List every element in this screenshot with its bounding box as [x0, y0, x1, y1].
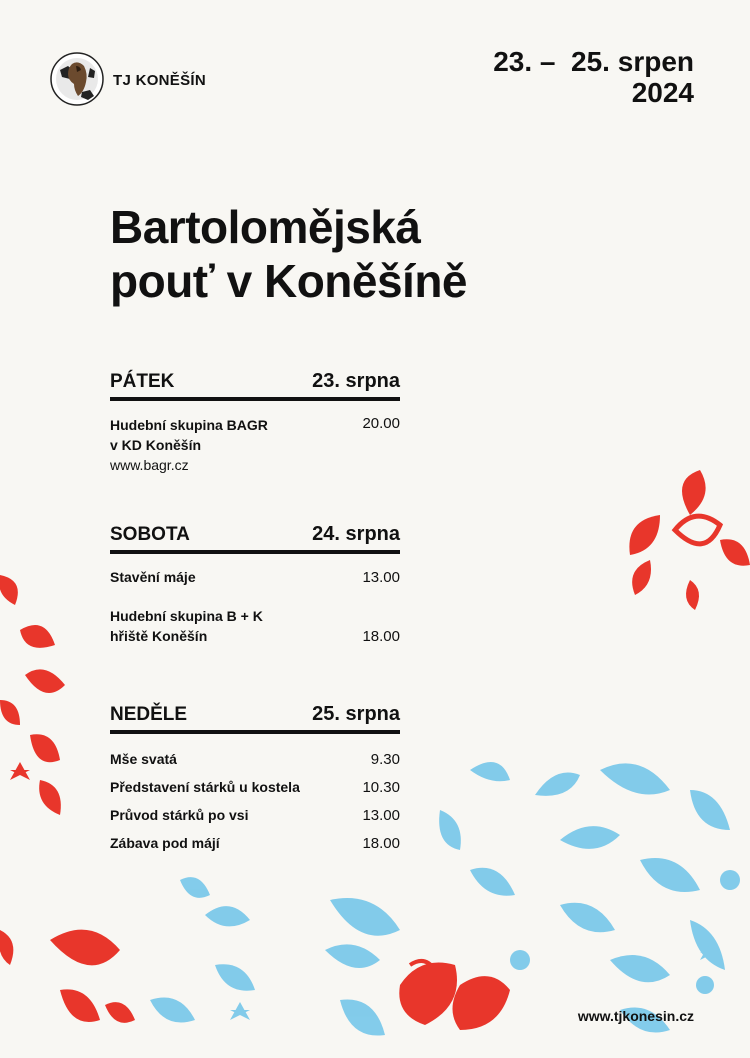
title-line: Bartolomějská: [110, 201, 421, 253]
day-section-saturday: [110, 523, 400, 703]
event-location: v KD Koněšín: [110, 437, 202, 453]
day-header: [110, 370, 400, 401]
day-name: PÁTEK: [110, 371, 175, 392]
event-date-range: [493, 46, 694, 108]
event-item: [110, 415, 400, 475]
event-item: [110, 606, 400, 646]
event-time: 13.00: [362, 569, 400, 586]
event-time: 20.00: [362, 415, 400, 432]
title-line: pouť v Koněšíně: [110, 255, 468, 307]
event-list: [110, 568, 400, 646]
event-time: 9.30: [370, 751, 400, 768]
day-section-sunday: [110, 703, 400, 853]
year-line: 2024: [631, 77, 694, 108]
club-logo-icon: [50, 52, 104, 106]
event-item: [110, 750, 400, 769]
event-location: hřiště Koněšín: [110, 628, 208, 644]
event-time: 10.30: [362, 779, 400, 796]
event-time: 13.00: [362, 807, 400, 824]
event-list: [110, 750, 400, 853]
day-name: SOBOTA: [110, 524, 190, 545]
page-title: [110, 200, 467, 308]
date-line: 23. – 25. srpen: [493, 46, 694, 77]
event-item: [110, 834, 400, 853]
day-name: NEDĚLE: [110, 704, 188, 725]
event-name: Průvod stárků po vsi: [110, 807, 249, 823]
day-header: [110, 523, 400, 554]
event-item: [110, 806, 400, 825]
program-schedule: [110, 370, 400, 853]
day-date: 24. srpna: [312, 523, 400, 545]
club-name: TJ KONĚŠÍN: [113, 72, 207, 89]
day-date: 23. srpna: [312, 370, 400, 392]
website-link[interactable]: www.tjkonesin.cz: [577, 1008, 694, 1024]
event-time: 18.00: [362, 835, 400, 852]
event-name: Mše svatá: [110, 751, 177, 767]
event-name: Stavění máje: [110, 569, 196, 585]
event-name: Představení stárků u kostela: [110, 779, 300, 795]
event-name: Hudební skupina B + K: [110, 608, 263, 624]
day-header: [110, 703, 400, 734]
event-item: [110, 778, 400, 797]
event-item: [110, 568, 400, 587]
event-name: Zábava pod májí: [110, 835, 220, 851]
event-time: 18.00: [362, 628, 400, 645]
day-section-friday: [110, 370, 400, 523]
event-name: Hudební skupina BAGR: [110, 417, 268, 433]
event-website: www.bagr.cz: [110, 457, 189, 473]
day-date: 25. srpna: [312, 703, 400, 725]
event-list: [110, 415, 400, 475]
